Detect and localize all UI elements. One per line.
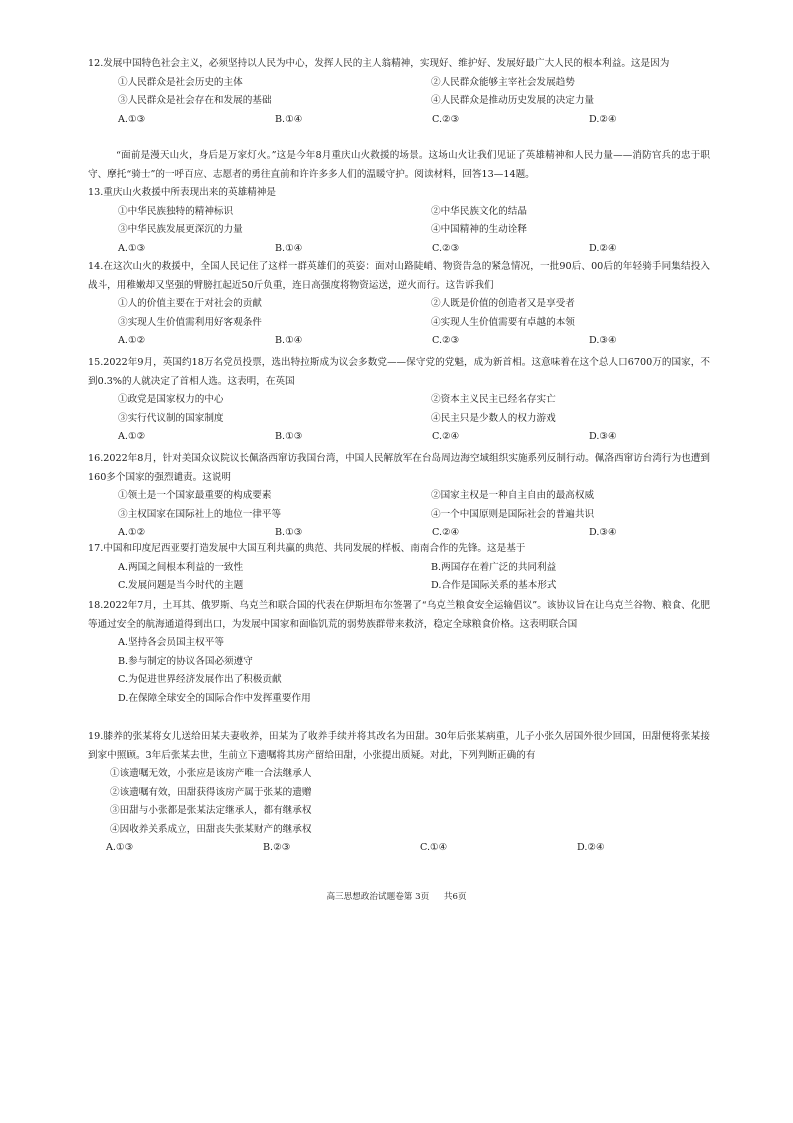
answer-c: C.②③: [432, 335, 460, 346]
answer-c: C.②④: [432, 527, 460, 538]
answer-d: D.②④: [589, 242, 617, 254]
question-18: [88, 597, 710, 708]
statement-3: ③实现人生价值需利用好客观条件: [118, 316, 262, 328]
statement-4: ④实现人生价值需要有卓越的本领: [431, 316, 575, 328]
option-statements: [110, 765, 710, 839]
answer-c: C.②③: [432, 242, 460, 254]
footer-total: 共6页: [443, 892, 467, 902]
question-stem: 19.膝养的张某将女儿送给田某夫妻收养，田某为了收养手续并将其改名为田甜。30年后张某病重，儿子小张久居国外很少回国，田甜便将张某接到家中照顾。3年后张某去世，生前立下遗嘱将其房产留给田甜，小张提出质疑。对此，下列判断正确的有: [88, 731, 710, 761]
statement-3: ③主权国家在国际社上的地位一律平等: [118, 508, 282, 520]
answer-choices: [118, 111, 710, 130]
answer-choices: [118, 428, 710, 447]
statement-4: ④中国精神的生动诠释: [431, 224, 527, 235]
question-stem: 15.2022年9月，英国约18万名党员投票，选出特拉斯成为议会多数党——保守党的党魁，成为新首相。这意味着在这个总人口6700万的国家，不到0.3%的人就决定了首相人选。这表明，在英国: [88, 357, 710, 387]
statement-1: ①人的价值主要在于对社会的贡献: [118, 298, 262, 309]
option-statements: [118, 295, 710, 332]
answer-d: D.在保障全球安全的国际合作中发挥重要作用: [118, 692, 311, 704]
answer-d: D.②④: [577, 842, 605, 853]
answer-a: A.①③: [106, 842, 134, 853]
answer-b: B.①③: [275, 431, 303, 442]
answer-a: A.两国之间根本利益的一致性: [118, 561, 244, 573]
question-16: [88, 450, 710, 543]
answer-choices: [118, 332, 710, 351]
question-stem: 18.2022年7月，土耳其、俄罗斯、乌克兰和联合国的代表在伊斯坦布尔签署了“乌克兰粮食安全运输倡议”。该协议旨在让乌克兰谷物、粮食、化肥等通过安全的航海通道得到出口，为发展中国家和面临饥荒的弱势族群带来救济，稳定全球粮食价格。这表明联合国: [88, 600, 710, 630]
statement-2: ②国家主权是一种自主自由的最高权威: [431, 490, 595, 501]
answer-choices: [118, 634, 710, 708]
answer-a: A.坚持各会员国主权平等: [118, 637, 224, 648]
question-12: [88, 55, 710, 129]
question-stem: 17.中国和印度尼西亚要打造发展中大国互利共赢的典范、共同发展的样板、南南合作的先锋。这是基于: [88, 543, 526, 554]
answer-c: C.发展问题是当今时代的主题: [118, 580, 244, 591]
option-statements: [118, 203, 710, 240]
statement-2: ②资本主义民主已经名存实亡: [431, 394, 556, 405]
question-stem: 16.2022年8月，针对美国众议院议长佩洛西窜访我国台湾，中国人民解放军在台岛周边海空域组织实施系列反制行动。佩洛西窜访台湾行为也遭到160多个国家的强烈谴责。这说明: [88, 453, 710, 483]
answer-a: A.①②: [118, 335, 146, 346]
answer-a: A.①②: [118, 527, 146, 538]
statement-2: ②人民群众能够主宰社会发展趋势: [431, 76, 575, 88]
answer-d: D.合作是国际关系的基本形式: [431, 580, 557, 591]
statement-1: ①人民群众是社会历史的主体: [118, 76, 243, 88]
answer-choices: [118, 559, 710, 596]
answer-choices: [118, 240, 710, 259]
answer-b: B.参与制定的协议各国必须遵守: [118, 655, 253, 667]
statement-2: ②该遗嘱有效，田甜获得该房产属于张某的遗赠: [110, 786, 312, 798]
question-stem: 12.发展中国特色社会主义，必须坚持以人民为中心，发挥人民的主人翁精神，实现好、维护好、发展好最广大人民的根本利益。这是因为: [88, 58, 670, 69]
footer-title: 高三思想政治试题卷第 3页: [326, 892, 430, 902]
option-statements: [118, 391, 710, 428]
material-intro: “面前是漫天山火，身后是万家灯火。”这是今年8月重庆山火救援的场景。这场山火让我们见证了英雄精神和人民力量——消防官兵的忠于职守、摩托“骑士”的一呼百应、志愿者的勇往直前和许许多多人们的温暖守护。阅读材料，回答13—14题。: [88, 150, 710, 180]
statement-1: ①该遗嘱无效，小张应是该房产唯一合法继承人: [110, 768, 312, 779]
option-statements: [118, 74, 710, 111]
answer-b: B.①④: [275, 242, 303, 254]
statement-2: ②中华民族文化的结晶: [431, 205, 527, 217]
question-15: [88, 354, 710, 447]
statement-4: ④民主只是少数人的权力游戏: [431, 412, 556, 424]
answer-b: B.两国存在着广泛的共同利益: [431, 561, 557, 573]
answer-c: C.①④: [420, 842, 448, 853]
answer-c: C.②③: [432, 113, 460, 125]
statement-3: ③实行代议制的国家制度: [118, 412, 224, 424]
answer-a: A.①③: [118, 113, 146, 125]
answer-choices: [106, 839, 710, 858]
statement-4: ④因收养关系成立，田甜丧失张某财产的继承权: [110, 823, 312, 835]
statement-1: ①领土是一个国家最重要的构成要素: [118, 490, 272, 501]
statement-3: ③田甜与小张都是张某法定继承人，都有继承权: [110, 805, 312, 816]
option-statements: [118, 487, 710, 524]
answer-b: B.①④: [275, 113, 303, 125]
statement-3: ③中华民族发展更深沉的力量: [118, 224, 243, 235]
answer-a: A.①③: [118, 242, 146, 254]
statement-1: ①政党是国家权力的中心: [118, 394, 224, 405]
page-footer: [0, 890, 793, 902]
question-stem: 13.重庆山火救援中所表现出来的英雄精神是: [88, 187, 276, 198]
statement-2: ②人既是价值的创造者又是享受者: [431, 298, 575, 309]
answer-c: C.②④: [432, 431, 460, 442]
statement-4: ④一个中国原则是国际社会的普遍共识: [431, 508, 595, 520]
answer-d: D.②④: [589, 113, 617, 125]
answer-c: C.为促进世界经济发展作出了积极贡献: [118, 674, 282, 685]
statement-4: ④人民群众是推动历史发展的决定力量: [431, 95, 595, 106]
question-17: [88, 540, 710, 596]
answer-b: B.①④: [275, 335, 303, 346]
question-13: [88, 184, 710, 258]
question-stem: 14.在这次山火的救援中，全国人民记住了这样一群英雄们的英姿：面对山路陡峭、物资告急的紧急情况，一批90后、00后的年轻骑手同集结投入战斗，用稚嫩却又坚强的臂膀扛起近50斤负重，连日高强度将物资运送，逆火而行。这告诉我们: [88, 261, 710, 291]
answer-d: D.③④: [589, 431, 617, 442]
statement-3: ③人民群众是社会存在和发展的基础: [118, 95, 272, 106]
answer-b: B.①③: [275, 527, 303, 538]
answer-d: D.③④: [589, 335, 617, 346]
question-14: [88, 258, 710, 351]
statement-1: ①中华民族独特的精神标识: [118, 205, 234, 217]
question-19: [88, 728, 710, 858]
answer-d: D.③④: [589, 527, 617, 538]
answer-a: A.①②: [118, 431, 146, 442]
answer-b: B.②③: [263, 842, 291, 853]
